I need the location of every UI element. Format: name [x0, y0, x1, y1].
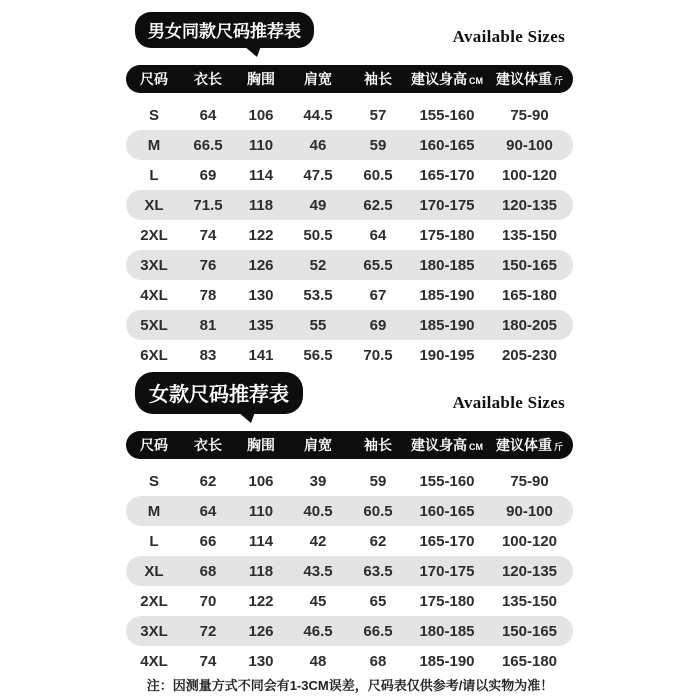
table-cell: 75-90 [510, 472, 549, 490]
table-cell: 45 [309, 592, 327, 610]
table-row [126, 220, 573, 250]
table-cell: 64 [199, 502, 217, 520]
table-cell: 52 [309, 256, 327, 274]
table-cell: 56.5 [303, 346, 333, 364]
table-cell: 185-190 [419, 652, 475, 670]
table-cell: 64 [369, 226, 387, 244]
speech-bubble-tail [234, 412, 255, 423]
table-cell: 63.5 [363, 562, 393, 580]
table-header-row [126, 65, 573, 93]
table-cell: 122 [248, 226, 274, 244]
table-cell: 5XL [140, 316, 168, 334]
column-header [234, 435, 288, 455]
table-cell: 55 [309, 316, 327, 334]
table-cell: 74 [199, 226, 217, 244]
table-cell: 114 [248, 166, 274, 184]
table-row [126, 310, 573, 340]
table-row [126, 616, 573, 646]
table-cell: 42 [309, 532, 327, 550]
column-header [126, 69, 182, 89]
table-cell: 120-135 [501, 196, 558, 214]
table-cell: 126 [248, 256, 274, 274]
table-title-badge [135, 12, 314, 48]
column-label: 尺码 [140, 437, 168, 453]
table-cell: 155-160 [419, 472, 475, 490]
table-cell: 90-100 [506, 502, 553, 520]
table-title-badge [135, 372, 303, 414]
table-cell: 106 [248, 106, 274, 124]
column-label: 袖长 [364, 71, 392, 87]
table-cell: 165-180 [501, 286, 558, 304]
table-cell: 100-120 [501, 532, 558, 550]
column-unit: CM [469, 76, 483, 86]
table-row [126, 190, 573, 220]
table-body [126, 466, 573, 676]
table-cell: 62.5 [363, 196, 393, 214]
table-cell: 48 [309, 652, 327, 670]
available-sizes-label: Available Sizes [452, 27, 565, 46]
table-cell: 165-170 [419, 532, 475, 550]
table-cell: 62 [369, 532, 387, 550]
table-cell: 78 [199, 286, 217, 304]
table-cell: 135-150 [501, 592, 558, 610]
section-title-row [126, 12, 573, 48]
table-cell: 170-175 [419, 562, 475, 580]
table-cell: 66.5 [193, 136, 223, 154]
column-unit: 斤 [553, 76, 563, 86]
table-cell: 62 [199, 472, 217, 490]
table-body [126, 100, 573, 370]
table-cell: XL [144, 196, 164, 214]
column-label: 建议身高 [411, 71, 467, 87]
table-cell: M [147, 502, 161, 520]
table-cell: 180-205 [501, 316, 558, 334]
table-cell: 175-180 [419, 592, 475, 610]
table-cell: 114 [248, 532, 274, 550]
table-row [126, 496, 573, 526]
column-header [408, 69, 486, 89]
table-cell: 160-165 [419, 502, 475, 520]
table-cell: 100-120 [501, 166, 558, 184]
table-cell: 141 [248, 346, 274, 364]
column-label: 袖长 [364, 437, 392, 453]
table-cell: 66.5 [363, 622, 393, 640]
table-cell: 110 [248, 136, 274, 154]
table-cell: 81 [199, 316, 217, 334]
table-cell: 46.5 [303, 622, 333, 640]
column-label: 尺码 [140, 71, 168, 87]
column-header [182, 435, 234, 455]
table-cell: 170-175 [419, 196, 475, 214]
womens-size-table-section [126, 372, 573, 676]
column-label: 胸围 [247, 71, 275, 87]
table-cell: 67 [369, 286, 387, 304]
column-label: 建议体重 [495, 437, 552, 453]
table-cell: 4XL [140, 652, 168, 670]
available-sizes-label: Available Sizes [452, 393, 565, 412]
section-title-row [126, 372, 573, 414]
table-row [126, 250, 573, 280]
table-row [126, 556, 573, 586]
table-cell: 64 [199, 106, 217, 124]
table-cell: L [149, 166, 159, 184]
column-header [234, 69, 288, 89]
table-cell: 155-160 [419, 106, 475, 124]
table-cell: 205-230 [501, 346, 558, 364]
table-cell: 3XL [140, 622, 168, 640]
column-header [182, 69, 234, 89]
table-cell: 118 [248, 196, 274, 214]
table-cell: 50.5 [303, 226, 333, 244]
table-cell: 60.5 [363, 166, 393, 184]
table-cell: 120-135 [501, 562, 558, 580]
table-cell: 150-165 [501, 256, 558, 274]
table-cell: 74 [199, 652, 217, 670]
table-cell: 180-185 [419, 256, 475, 274]
table-cell: 135-150 [501, 226, 558, 244]
table-cell: 110 [248, 502, 274, 520]
table-row [126, 466, 573, 496]
table-cell: 49 [309, 196, 327, 214]
table-cell: S [148, 106, 159, 124]
table-row [126, 586, 573, 616]
column-label: 肩宽 [304, 71, 332, 87]
table-cell: 47.5 [303, 166, 333, 184]
table-cell: 106 [248, 472, 274, 490]
column-header [408, 435, 486, 455]
table-cell: 2XL [140, 592, 168, 610]
table-cell: 185-190 [419, 286, 475, 304]
table-cell: 60.5 [363, 502, 393, 520]
table-cell: 135 [248, 316, 274, 334]
table-cell: 150-165 [501, 622, 558, 640]
column-label: 肩宽 [304, 437, 332, 453]
column-header [288, 69, 348, 89]
table-title: 女款尺码推荐表 [149, 384, 289, 406]
table-cell: 3XL [140, 256, 168, 274]
table-cell: 68 [369, 652, 387, 670]
table-row [126, 340, 573, 370]
table-row [126, 160, 573, 190]
table-cell: 43.5 [303, 562, 333, 580]
table-cell: 2XL [140, 226, 168, 244]
table-cell: 39 [309, 472, 327, 490]
speech-bubble-tail [240, 46, 261, 57]
table-cell: 59 [369, 136, 387, 154]
column-label: 衣长 [194, 71, 222, 87]
column-unit: CM [469, 442, 483, 452]
column-header [348, 69, 408, 89]
table-cell: 40.5 [303, 502, 333, 520]
table-cell: 57 [369, 106, 387, 124]
column-label: 建议身高 [411, 437, 467, 453]
table-cell: 71.5 [193, 196, 223, 214]
table-cell: 70 [199, 592, 217, 610]
table-cell: L [149, 532, 159, 550]
table-cell: 65.5 [363, 256, 393, 274]
table-cell: 68 [199, 562, 217, 580]
table-cell: 4XL [140, 286, 168, 304]
table-cell: 90-100 [506, 136, 553, 154]
column-label: 胸围 [247, 437, 275, 453]
table-cell: 70.5 [363, 346, 393, 364]
table-row [126, 130, 573, 160]
table-cell: 59 [369, 472, 387, 490]
table-cell: 180-185 [419, 622, 475, 640]
table-cell: XL [144, 562, 164, 580]
column-header [348, 435, 408, 455]
table-cell: 165-170 [419, 166, 475, 184]
table-cell: 185-190 [419, 316, 475, 334]
table-cell: S [148, 472, 159, 490]
table-row [126, 526, 573, 556]
table-cell: 6XL [140, 346, 168, 364]
table-cell: 75-90 [510, 106, 549, 124]
table-row [126, 100, 573, 130]
column-label: 建议体重 [495, 71, 552, 87]
table-cell: 190-195 [419, 346, 475, 364]
column-header [486, 435, 573, 455]
table-cell: M [147, 136, 161, 154]
table-cell: 118 [248, 562, 274, 580]
table-cell: 165-180 [501, 652, 558, 670]
table-cell: 53.5 [303, 286, 333, 304]
table-cell: 72 [199, 622, 217, 640]
table-cell: 83 [199, 346, 217, 364]
table-cell: 65 [369, 592, 387, 610]
column-label: 衣长 [194, 437, 222, 453]
table-cell: 46 [309, 136, 327, 154]
column-header [288, 435, 348, 455]
column-header [126, 435, 182, 455]
table-cell: 130 [248, 652, 274, 670]
column-unit: 斤 [553, 442, 563, 452]
table-header-row [126, 431, 573, 459]
table-cell: 130 [248, 286, 274, 304]
unisex-size-table-section [126, 12, 573, 370]
table-cell: 66 [199, 532, 217, 550]
table-cell: 175-180 [419, 226, 475, 244]
table-cell: 122 [248, 592, 274, 610]
table-cell: 160-165 [419, 136, 475, 154]
table-row [126, 646, 573, 676]
table-cell: 69 [199, 166, 217, 184]
column-header [486, 69, 573, 89]
table-cell: 126 [248, 622, 274, 640]
table-cell: 69 [369, 316, 387, 334]
table-row [126, 280, 573, 310]
measurement-note: 注：因测量方式不同会有1-3CM误差，尺码表仅供参考/请以实物为准！ [146, 678, 554, 693]
table-cell: 76 [199, 256, 217, 274]
table-title: 男女同款尺码推荐表 [148, 22, 301, 41]
table-cell: 44.5 [303, 106, 333, 124]
